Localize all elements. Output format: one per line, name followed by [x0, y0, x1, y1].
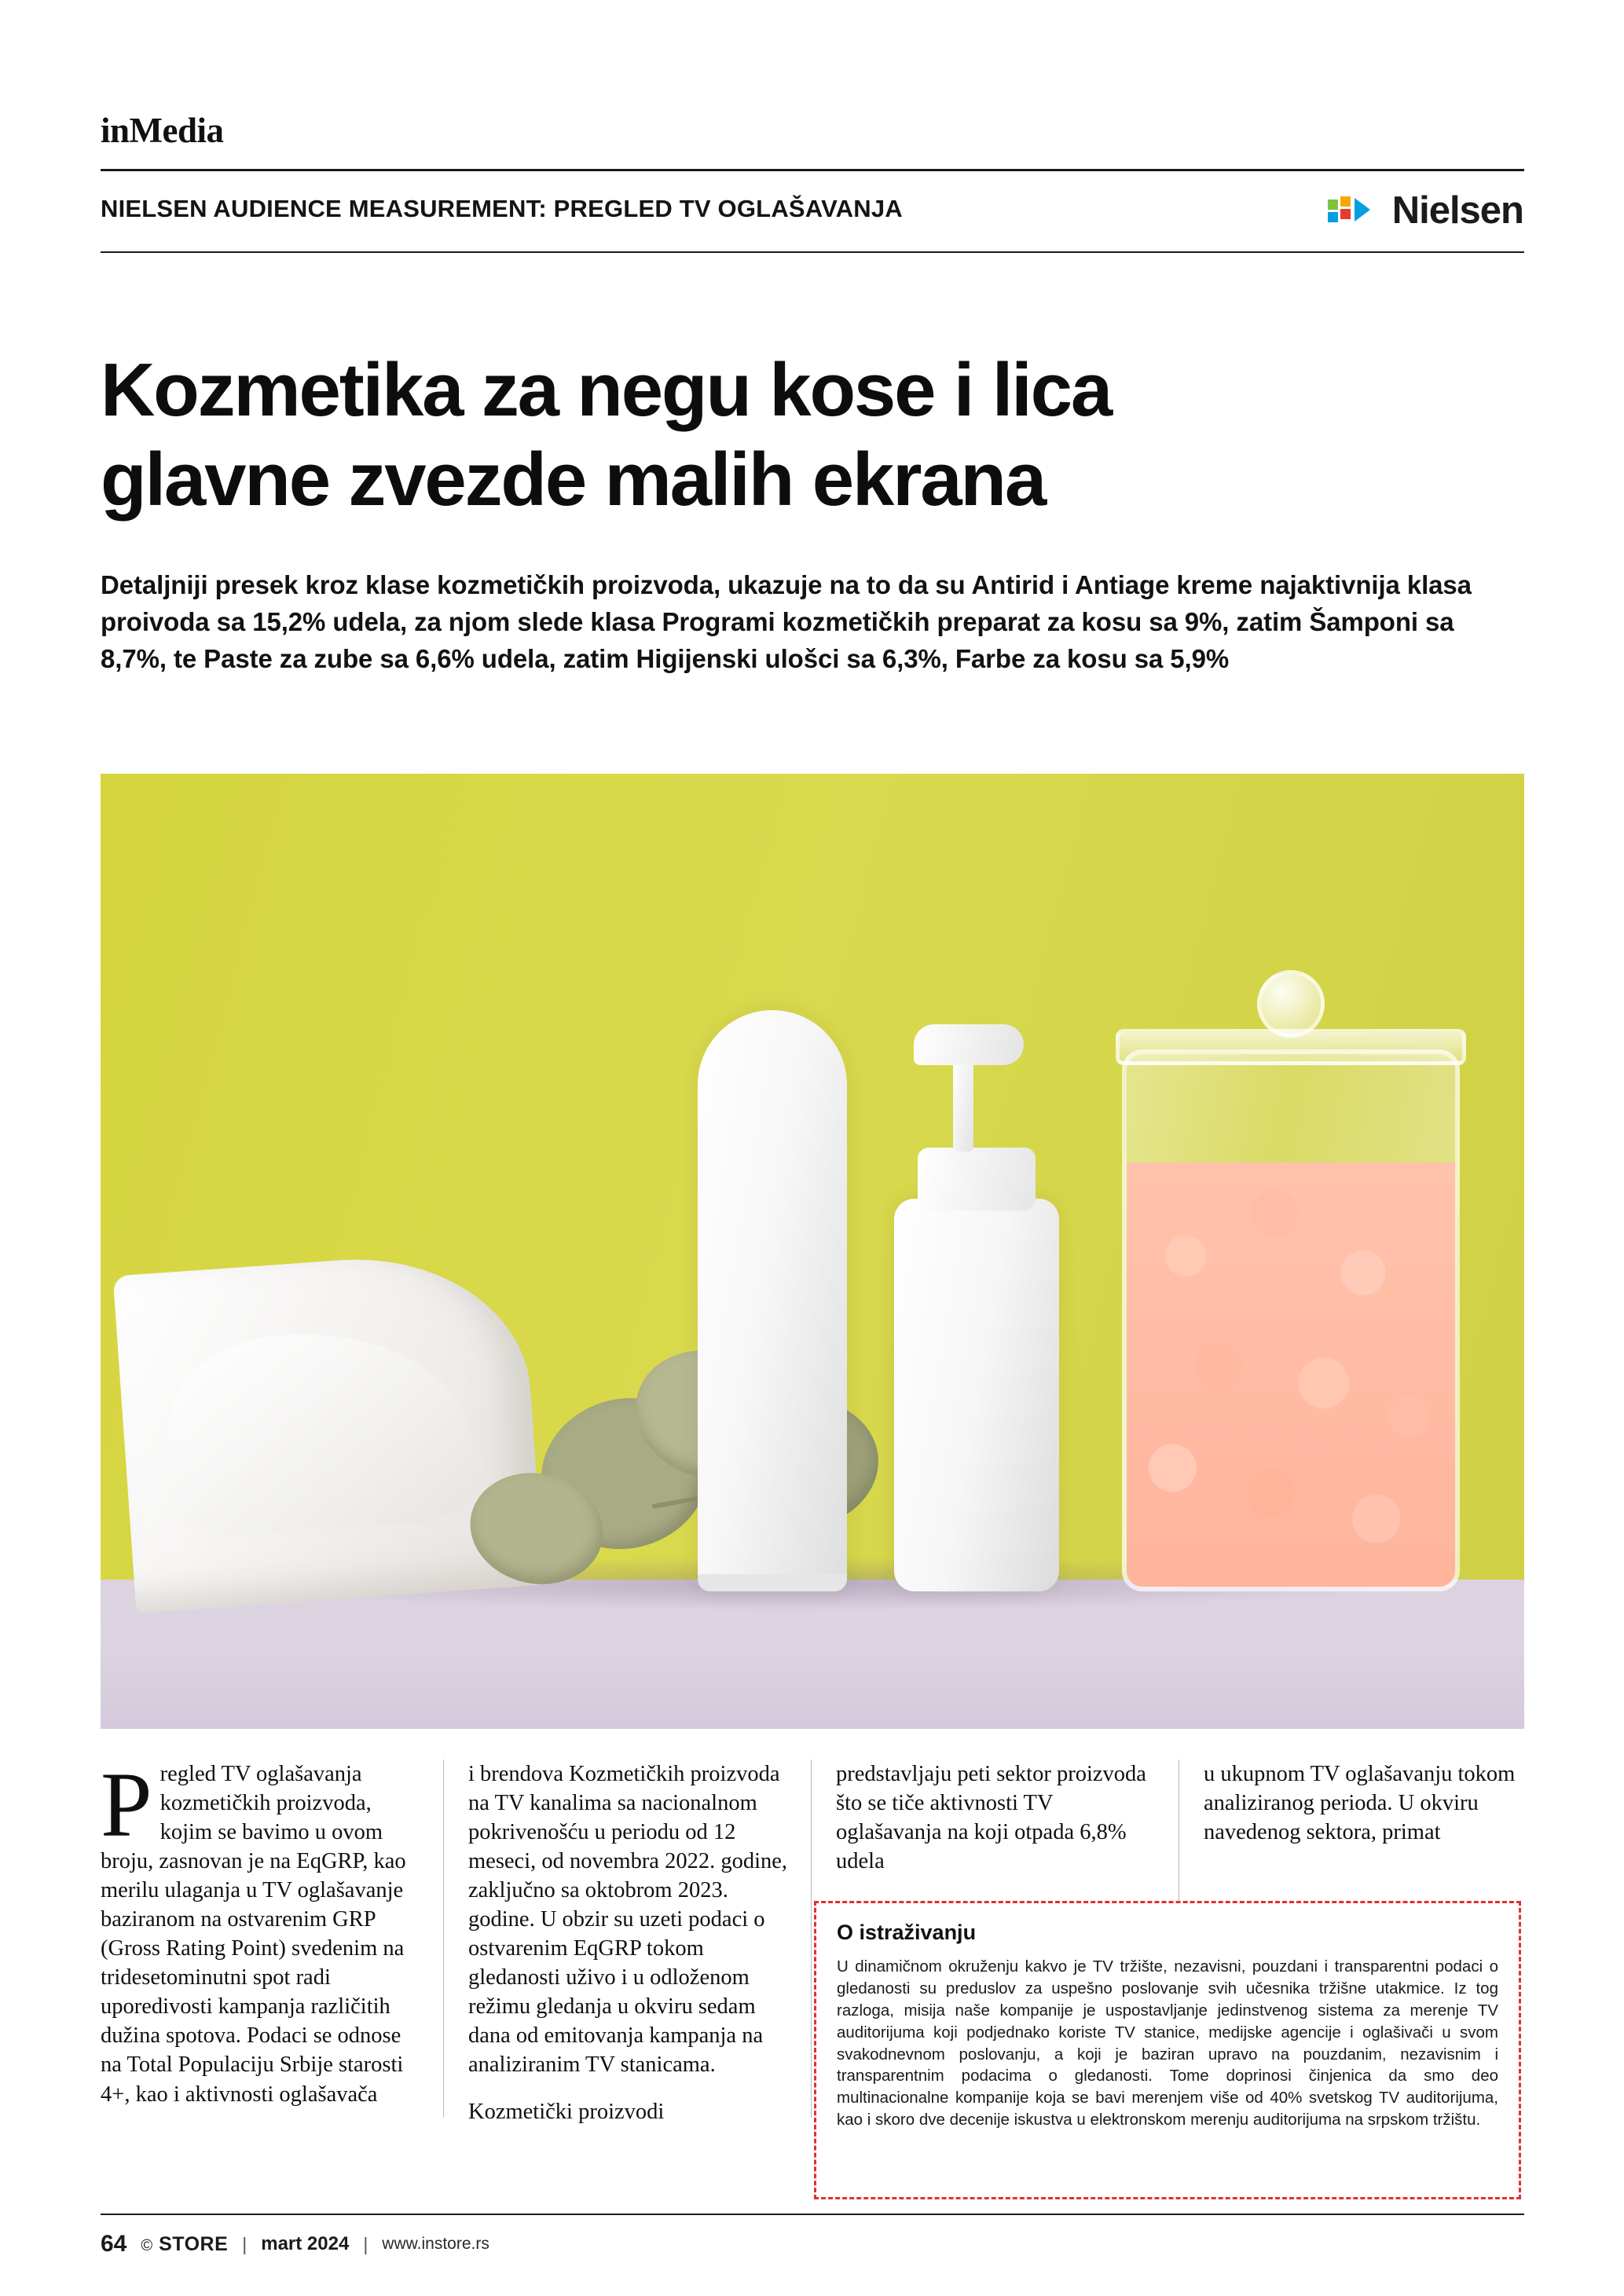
body-column-3	[836, 1760, 1158, 1893]
body-column-2	[468, 1760, 790, 2144]
header-divider-top	[101, 169, 1524, 171]
column-divider	[443, 1760, 444, 2118]
store-brand-label: STORE	[159, 2232, 229, 2255]
drop-cap: P	[101, 1753, 152, 1856]
page-number: 64	[101, 2231, 127, 2257]
nielsen-mark-icon	[1328, 195, 1381, 226]
masthead-title: inMedia	[101, 111, 224, 150]
page-title	[101, 348, 1538, 522]
header-divider-kicker	[101, 251, 1524, 253]
nielsen-wordmark: Nielsen	[1391, 189, 1523, 232]
headline-line-2: glavne zvezde malih ekrana	[101, 438, 1046, 522]
footer-separator: |	[242, 2233, 247, 2254]
body-column-4-text: u ukupnom TV oglašavanju tokom analiziranog perioda. U okviru navedenog sektora, primat	[1204, 1762, 1516, 1845]
body-column-2-paragraph-1: i brendova Kozmetičkih proizvoda na TV kanalima sa nacionalnom pokrivenošću u periodu od 12 meseci, od novembra 2022. godine, zaključno sa oktobrom 2023. godine. U obzir su uzeti podaci o ostvarenim EqGRP tokom gledanosti uživo i u odloženom režimu gledanja u okviru sedam dana od emitovanja kampanja na analiziranim TV stanicama.	[468, 1762, 788, 2078]
towel-object	[113, 1247, 544, 1613]
standfirst-text: Detaljniji presek kroz klase kozmetičkih proizvoda, ukazuje na to da su Antirid i Antiage kreme najaktivnija klasa proivoda sa 15,2% udela, za njom slede klasa Programi kozmetičkih preparat za kosu sa 9%, zatim Šamponi sa 8,7%, te Paste za zube sa 6,6% udela, zatim Higijenski ulošci sa 6,3%, Farbe za kosu sa 5,9%	[101, 570, 1472, 673]
research-note-title: O istraživanju	[837, 1921, 977, 1944]
headline-line-1: Kozmetika za negu kose i lica	[101, 348, 1112, 433]
bath-salts-fill	[1127, 1163, 1455, 1587]
section-kicker: NIELSEN AUDIENCE MEASUREMENT: PREGLED TV OGLAŠAVANJA	[101, 195, 903, 222]
footer-divider	[101, 2214, 1524, 2215]
research-note-box	[814, 1901, 1521, 2199]
glass-jar-knob	[1257, 970, 1325, 1038]
article-photo	[101, 774, 1524, 1729]
pump-bottle-neck	[918, 1148, 1036, 1210]
body-column-1-text: regled TV oglašavanja kozmetičkih proizvoda, kojim se bavimo u ovom broju, zasnovan je na EqGRP, kao merilu ulaganja u TV oglašavanje baziranom na ostvarenim GRP (Gross Rating Point) svedenim na tridesetominutni spot radi uporedivosti kampanja različitih dužina spotova. Podaci se odnose na Total Populaciju Srbije starosti 4+, kao i aktivnosti oglašavača	[101, 1762, 406, 2107]
body-column-3-text: predstavljaju peti sektor proizvoda što se tiče aktivnosti TV oglašavanja na koji otpada 6,8% udela	[836, 1762, 1146, 1874]
copyright-icon: ©	[141, 2236, 153, 2254]
body-column-4	[1204, 1760, 1526, 1864]
glass-jar-object	[1122, 1049, 1460, 1591]
pump-bottle-object	[894, 1199, 1059, 1591]
body-column-2-paragraph-2: Kozmetički proizvodi	[468, 2099, 665, 2124]
nielsen-logo	[1328, 189, 1523, 233]
body-column-1	[101, 1753, 423, 2126]
pump-bottle-head	[914, 1024, 1024, 1065]
store-brand	[141, 2233, 228, 2256]
website-url[interactable]: www.instore.rs	[382, 2235, 489, 2253]
page-footer	[101, 2225, 1524, 2264]
column-divider	[811, 1760, 812, 2118]
research-note-text: U dinamičnom okruženju kakvo je TV tržište, nezavisni, pouzdani i transparentni podaci o gledanosti su preduslov za uspešno poslovanje svih učesnika tržišne utakmice. Iz tog razloga, misija naše kompanije je uspostavljanje jedinstvenog sistema za merenje TV auditorijuma koji podjednako koriste TV stanice, medijske agencije i oglašivači u svom svakodnevnom poslovanju, a koji je baziran upravo na pouzdanim, nezavisnim i transparentnim podacima o gledanosti. Tome doprinosi činjenica da smo deo multinacionalne kompanije koja se bavi merenjem više od 40% svetskog TV auditorijuma, kao i skoro dve decenije iskustva u elektronskom merenju auditorijuma na srpskom tržištu.	[837, 1957, 1498, 2129]
issue-date: mart 2024	[261, 2233, 350, 2254]
footer-separator: |	[363, 2233, 368, 2254]
pump-bottle-stem	[953, 1061, 973, 1152]
cream-tube-object	[698, 1010, 847, 1591]
